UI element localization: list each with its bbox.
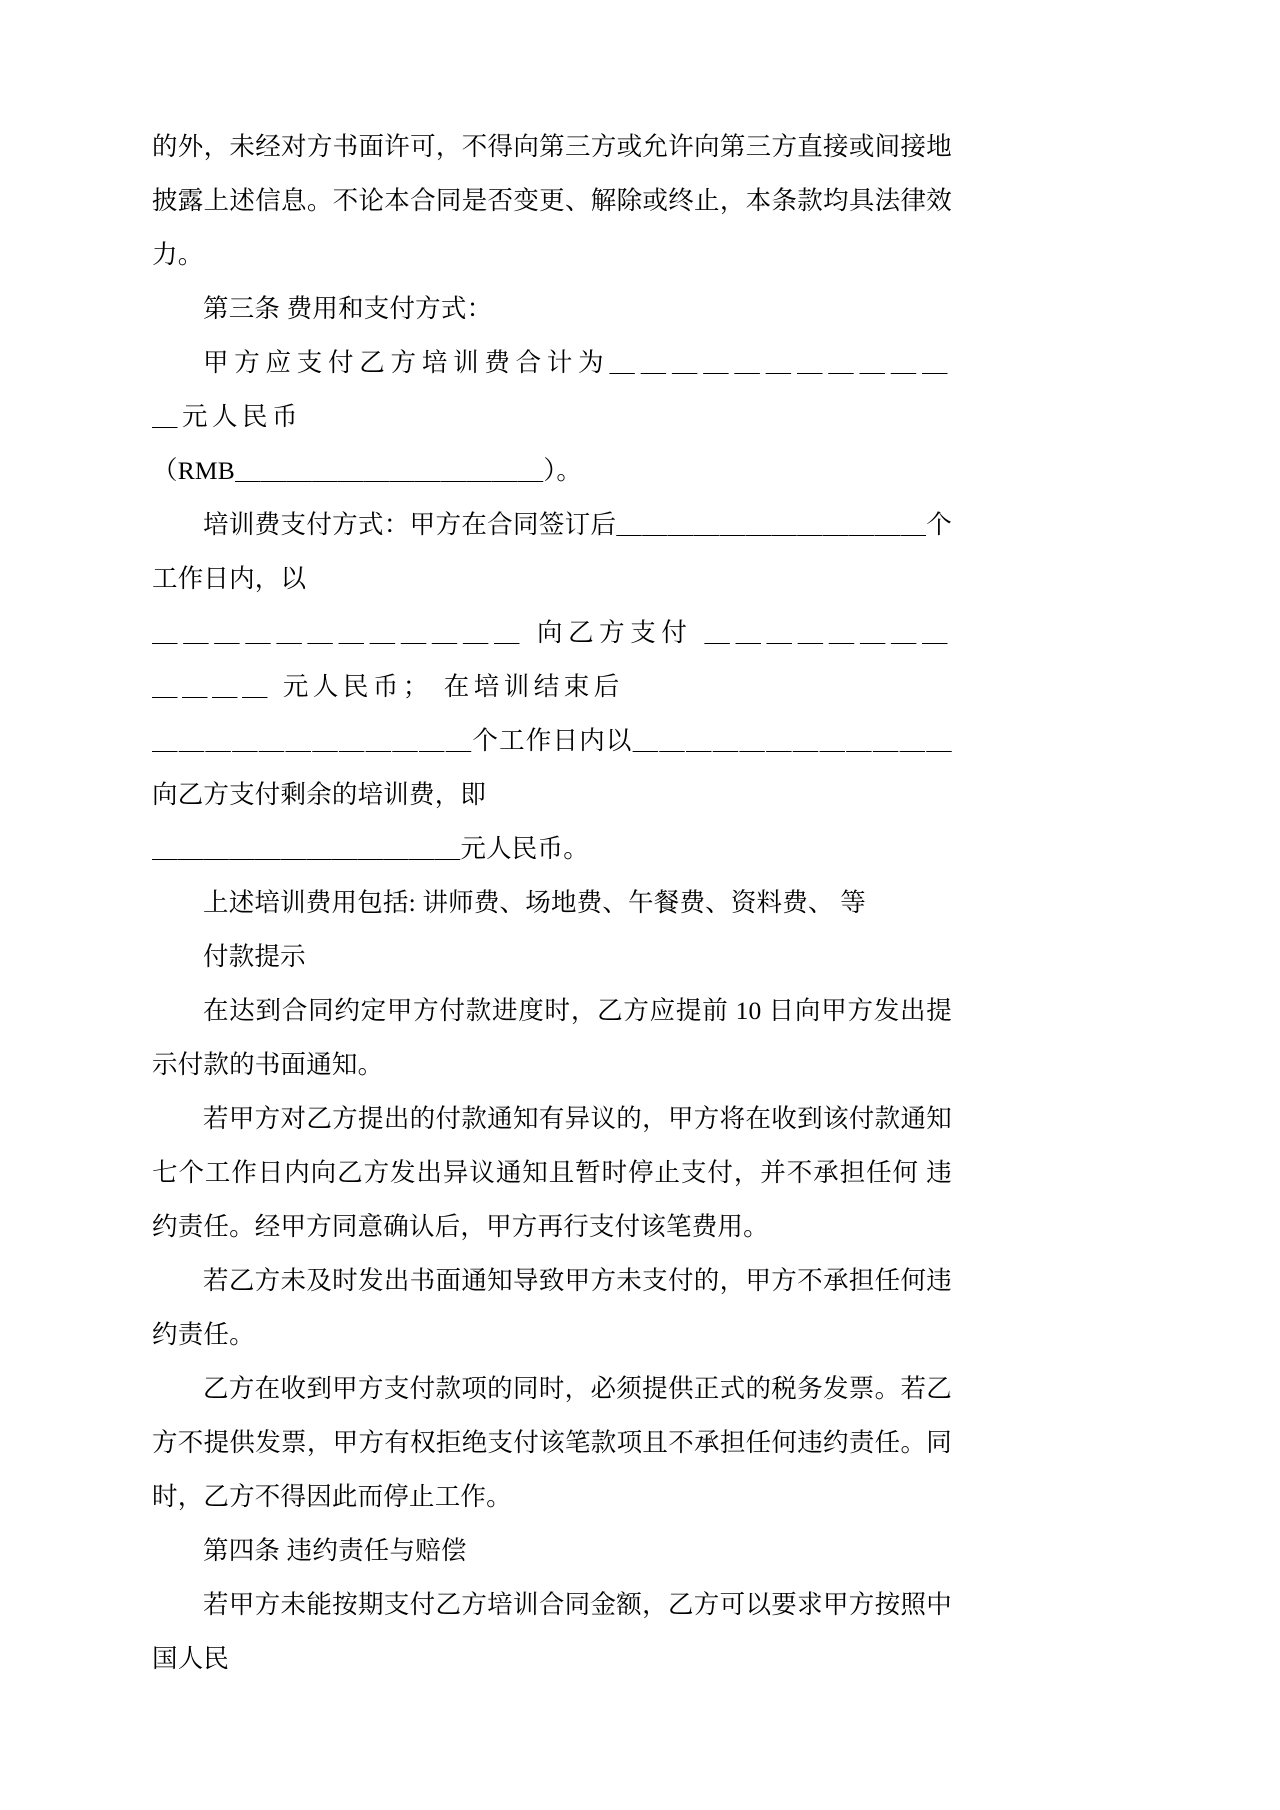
- paragraph-payment-method-line1: 培训费支付方式：甲方在合同签订后＿＿＿＿＿＿＿＿＿＿＿＿个工作日内，以: [152, 510, 952, 593]
- paragraph-payment-method-line4: ＿＿＿＿＿＿＿＿＿＿＿＿元人民币。: [152, 834, 589, 863]
- paragraph-objection: 若甲方对乙方提出的付款通知有异议的，甲方将在收到该付款通知 七个工作日内向乙方发出异议通知且暂时停止支付，并不承担任何 违约责任。经甲方同意确认后，甲方再行支付该笔费用。: [152, 1104, 952, 1241]
- paragraph-confidentiality: 的外，未经对方书面许可，不得向第三方或允许向第三方直接或间接地披露上述信息。不论本合同是否变更、解除或终止，本条款均具法律效力。: [152, 132, 952, 269]
- paragraph-payment-method-line3: ＿＿＿＿＿＿＿＿＿＿＿＿个工作日内以＿＿＿＿＿＿＿＿＿＿＿＿ 向乙方支付剩余的培训费，即: [152, 726, 952, 809]
- paragraph-payment-method-line2: ＿＿＿＿＿＿＿＿＿＿＿＿ 向乙方支付 ＿＿＿＿＿＿＿＿＿＿＿＿ 元人民币； 在培训结束后: [152, 618, 952, 701]
- document-body: [152, 120, 952, 1686]
- heading-article-three: 第三条 费用和支付方式：: [203, 294, 493, 323]
- heading-payment-notice: 付款提示: [203, 942, 306, 971]
- paragraph-invoice: 乙方在收到甲方支付款项的同时，必须提供正式的税务发票。若乙方不提供发票，甲方有权拒绝支付该笔款项且不承担任何违约责任。同时，乙方不得因此而停止工作。: [152, 1374, 952, 1511]
- paragraph-rmb-line: （RMB＿＿＿＿＿＿＿＿＿＿＿＿）。: [152, 456, 583, 485]
- paragraph-training-fee-total: 甲方应支付乙方培训费合计为＿＿＿＿＿＿＿＿＿＿＿＿元人民币: [152, 348, 952, 431]
- paragraph-no-notice: 若乙方未及时发出书面通知导致甲方未支付的，甲方不承担任何违约责任。: [152, 1266, 952, 1349]
- paragraph-article-four-body: 若甲方未能按期支付乙方培训合同金额，乙方可以要求甲方按照中国人民: [152, 1590, 952, 1673]
- heading-article-four: 第四条 违约责任与赔偿: [203, 1536, 467, 1565]
- paragraph-fee-includes: 上述培训费用包括: 讲师费、场地费、午餐费、资料费、 等: [203, 888, 866, 917]
- paragraph-payment-notice-body: 在达到合同约定甲方付款进度时，乙方应提前 10 日向甲方发出提示付款的书面通知。: [152, 996, 952, 1079]
